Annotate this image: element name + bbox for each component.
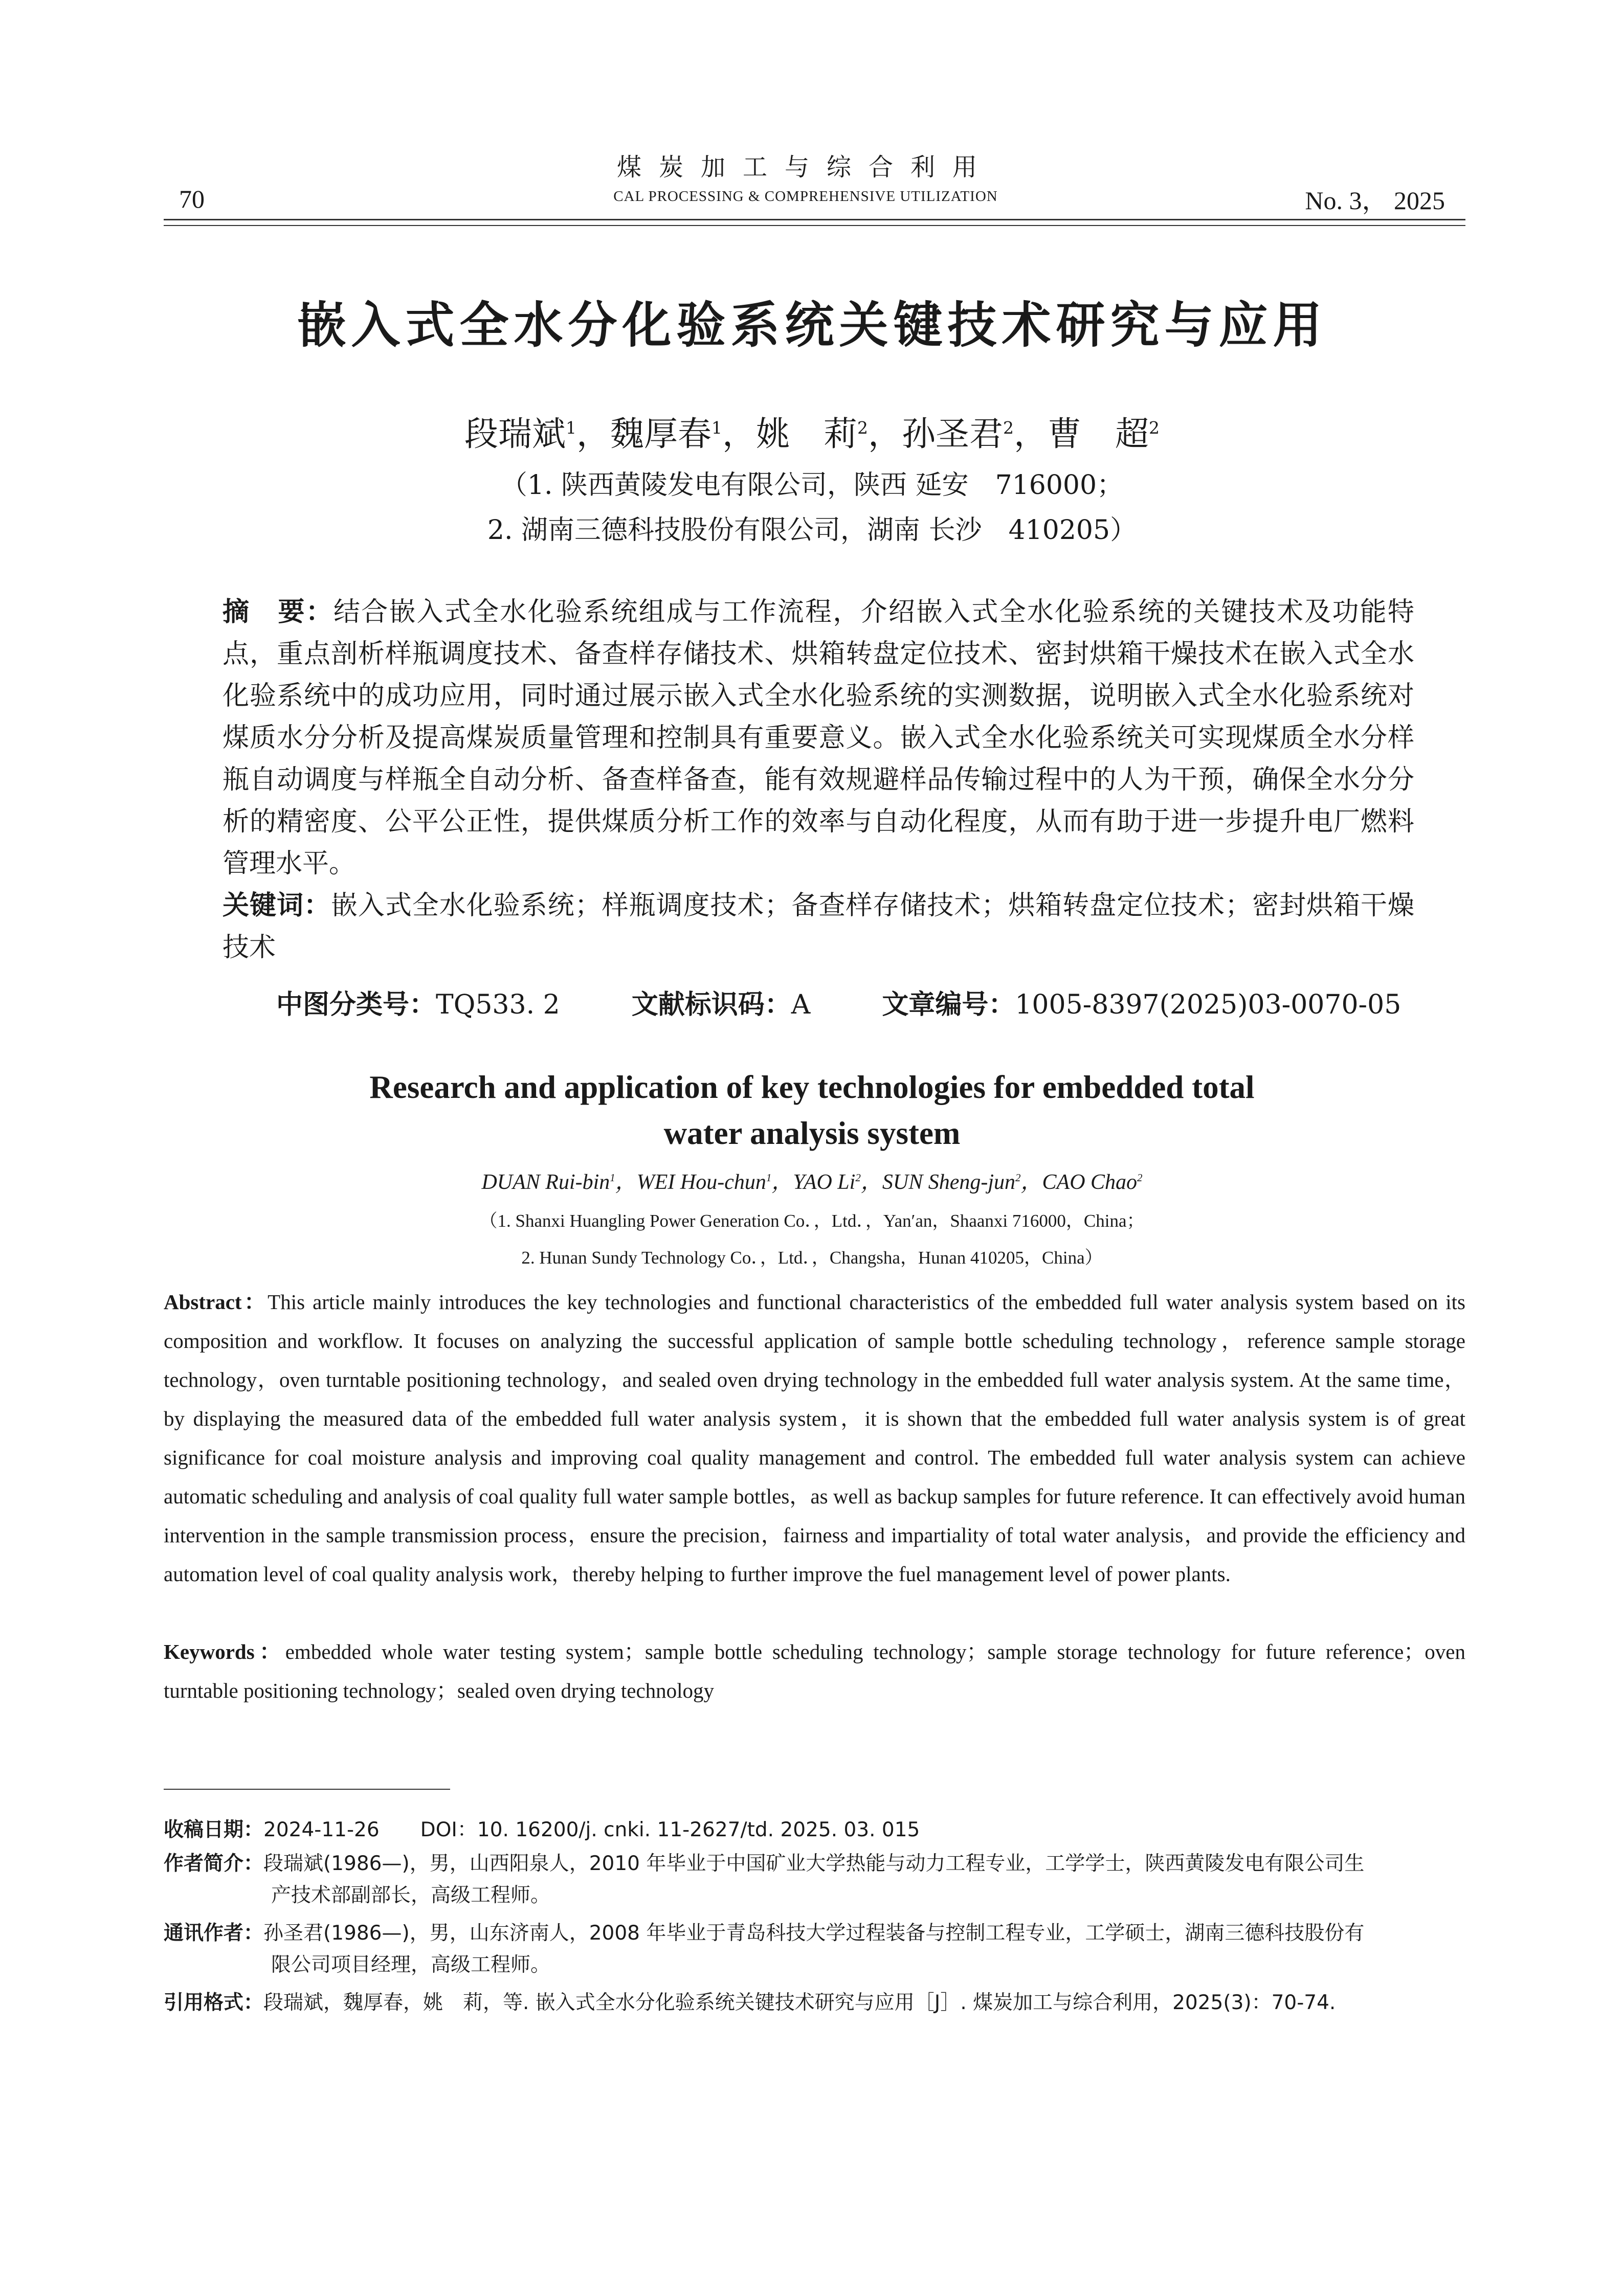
doc-code-value: A (791, 989, 811, 1020)
author-en: YAO Li$^2$， (793, 1170, 882, 1194)
paper-title-cn: 嵌入式全水分化验系统关键技术研究与应用 (297, 297, 1327, 354)
header-rule-bottom (164, 225, 1465, 226)
citation-label: 引用格式： (164, 1991, 264, 2014)
author-en: SUN Sheng-jun$^2$， (882, 1170, 1042, 1194)
author-bio-label: 作者简介： (164, 1852, 264, 1875)
journal-title-en: CAL PROCESSING & COMPREHENSIVE UTILIZATION (613, 188, 998, 205)
abstract-cn-text: 结合嵌入式全水化验系统组成与工作流程，介绍嵌入式全水化验系统的关键技术及功能特点，重点剖析样瓶调度技术、备查样存储技术、烘箱转盘定位技术、密封烘箱干燥技术在嵌入式全水化验系统中的成功应用，同时通过展示嵌入式全水化验系统的实测数据，说明嵌入式全水化验系统对煤质水分分析及提高煤炭质量管理和控制具有重要意义。嵌入式全水化验系统关可实现煤质全水分样瓶自动调度与样瓶全自动分析、备查样备查，能有效规避样品传输过程中的人为干预，确保全水分分析的精密度、公平公正性，提供煤质分析工作的效率与自动化程度，从而有助于进一步提升电厂燃料管理水平。 (223, 597, 1414, 879)
author-cn: 孙圣君$^2$， (902, 414, 1048, 454)
corresponding-author-label: 通讯作者： (164, 1922, 264, 1945)
received-label: 收稿日期： (164, 1818, 264, 1841)
journal-title-cn: 煤炭加工与综合利用 (616, 153, 994, 182)
keywords-en-text: embedded whole water testing system；sample bottle scheduling technology；sample storage technology for future reference；oven turntable positioning technology；sealed oven drying technology (164, 1640, 1465, 1702)
citation-note (164, 1987, 1465, 2019)
classification-row (276, 983, 1401, 1021)
footnote-divider (164, 1789, 450, 1790)
author-cn: 段瑞斌$^1$， (464, 414, 610, 454)
doi-value: 10. 16200/j. cnki. 11-2627/td. 2025. 03. 015 (477, 1818, 920, 1841)
author-cn: 曹 超$^2$ (1048, 414, 1160, 454)
page-number: 70 (179, 185, 205, 213)
author-bio-line: 段瑞斌(1986—)，男，山西阳泉人，2010 年毕业于中国矿业大学热能与动力工程专业，工学学士，陕西黄陵发电有限公司生 (263, 1852, 1365, 1875)
issue-number: No. 3， 2025 (1305, 186, 1445, 215)
abstract-en-label: Abstract： (164, 1290, 268, 1314)
article-number-value: 1005-8397(2025)03-0070-05 (1015, 989, 1401, 1020)
keywords-cn-label: 关键词： (223, 890, 331, 921)
doc-code-label: 文献标识码： (631, 989, 791, 1020)
header-rule-top (164, 219, 1465, 220)
author-en: DUAN Rui-bin$^1$， (481, 1170, 637, 1194)
affiliation-cn: （1. 陕西黄陵发电有限公司，陕西 延安 716000； (500, 470, 1124, 501)
paper-title-en: water analysis system (663, 1115, 961, 1151)
keywords-en (164, 1632, 1465, 1710)
corresponding-author-note (164, 1918, 1465, 1981)
citation-value: 段瑞斌，魏厚春，姚 莉，等. 嵌入式全水分化验系统关键技术研究与应用［J］. 煤炭加工与综合利用，2025(3)：70-74. (263, 1991, 1336, 2014)
affiliation-cn: 2. 湖南三德科技股份有限公司，湖南 长沙 410205） (487, 515, 1137, 546)
clc-label: 中图分类号： (276, 989, 436, 1020)
keywords-en-label: Keywords： (164, 1640, 285, 1663)
abstract-cn-label: 摘 要： (223, 597, 333, 627)
keywords-cn-text: 嵌入式全水化验系统；样瓶调度技术；备查样存储技术；烘箱转盘定位技术；密封烘箱干燥技术 (223, 890, 1414, 963)
article-number-label: 文章编号： (882, 989, 1015, 1020)
corresponding-author-line: 限公司项目经理，高级工程师。 (271, 1953, 551, 1976)
author-cn: 魏厚春$^1$， (610, 414, 756, 454)
author-cn: 姚 莉$^2$， (756, 414, 902, 454)
affiliation-en: 2. Hunan Sundy Technology Co．，Ltd．，Changsha，Hunan 410205，China） (521, 1248, 1103, 1268)
corresponding-author-line: 孙圣君(1986—)，男，山东济南人，2008 年毕业于青岛科技大学过程装备与控制工程专业，工学硕士，湖南三德科技股份有 (263, 1922, 1365, 1945)
author-en: WEI Hou-chun$^1$， (636, 1170, 793, 1194)
abstract-en (164, 1282, 1465, 1593)
clc-value: TQ533. 2 (436, 989, 560, 1020)
author-bio-line: 产技术部副部长，高级工程师。 (271, 1884, 551, 1907)
received-date-note (164, 1814, 1465, 1846)
abstract-cn (223, 591, 1414, 885)
author-bio-note (164, 1848, 1465, 1911)
keywords-cn (223, 885, 1414, 969)
received-value: 2024-11-26 (263, 1818, 380, 1841)
doi-label: DOI： (420, 1818, 477, 1841)
paper-title-en: Research and application of key technologies for embedded total (369, 1069, 1255, 1105)
author-en: CAO Chao$^2$ (1042, 1170, 1143, 1194)
abstract-en-text: This article mainly introduces the key technologies and functional characteristics of the embedded full water analysis system based on its composition and workflow. It focuses on analyzing the successful application of sample bottle scheduling technology，reference sample storage technology，oven turntable positioning technology，and sealed oven drying technology in the embedded full water analysis system. At the same time，by displaying the measured data of the embedded full water analysis system，it is shown that the embedded full water analysis system is of great significance for coal moisture analysis and improving coal quality management and control. The embedded full water analysis system can achieve automatic scheduling and analysis of coal quality full water sample bottles，as well as backup samples for future reference. It can effectively avoid human intervention in the sample transmission process，ensure the precision，fairness and impartiality of total water analysis，and provide the efficiency and automation level of coal quality analysis work，thereby helping to further improve the fuel management level of power plants. (164, 1290, 1465, 1586)
affiliation-en: （1. Shanxi Huangling Power Generation Co．，Ltd．，Yan′an，Shaanxi 716000，China； (479, 1211, 1145, 1231)
author-list-en (0, 1165, 1624, 1196)
author-list-cn (0, 407, 1624, 455)
